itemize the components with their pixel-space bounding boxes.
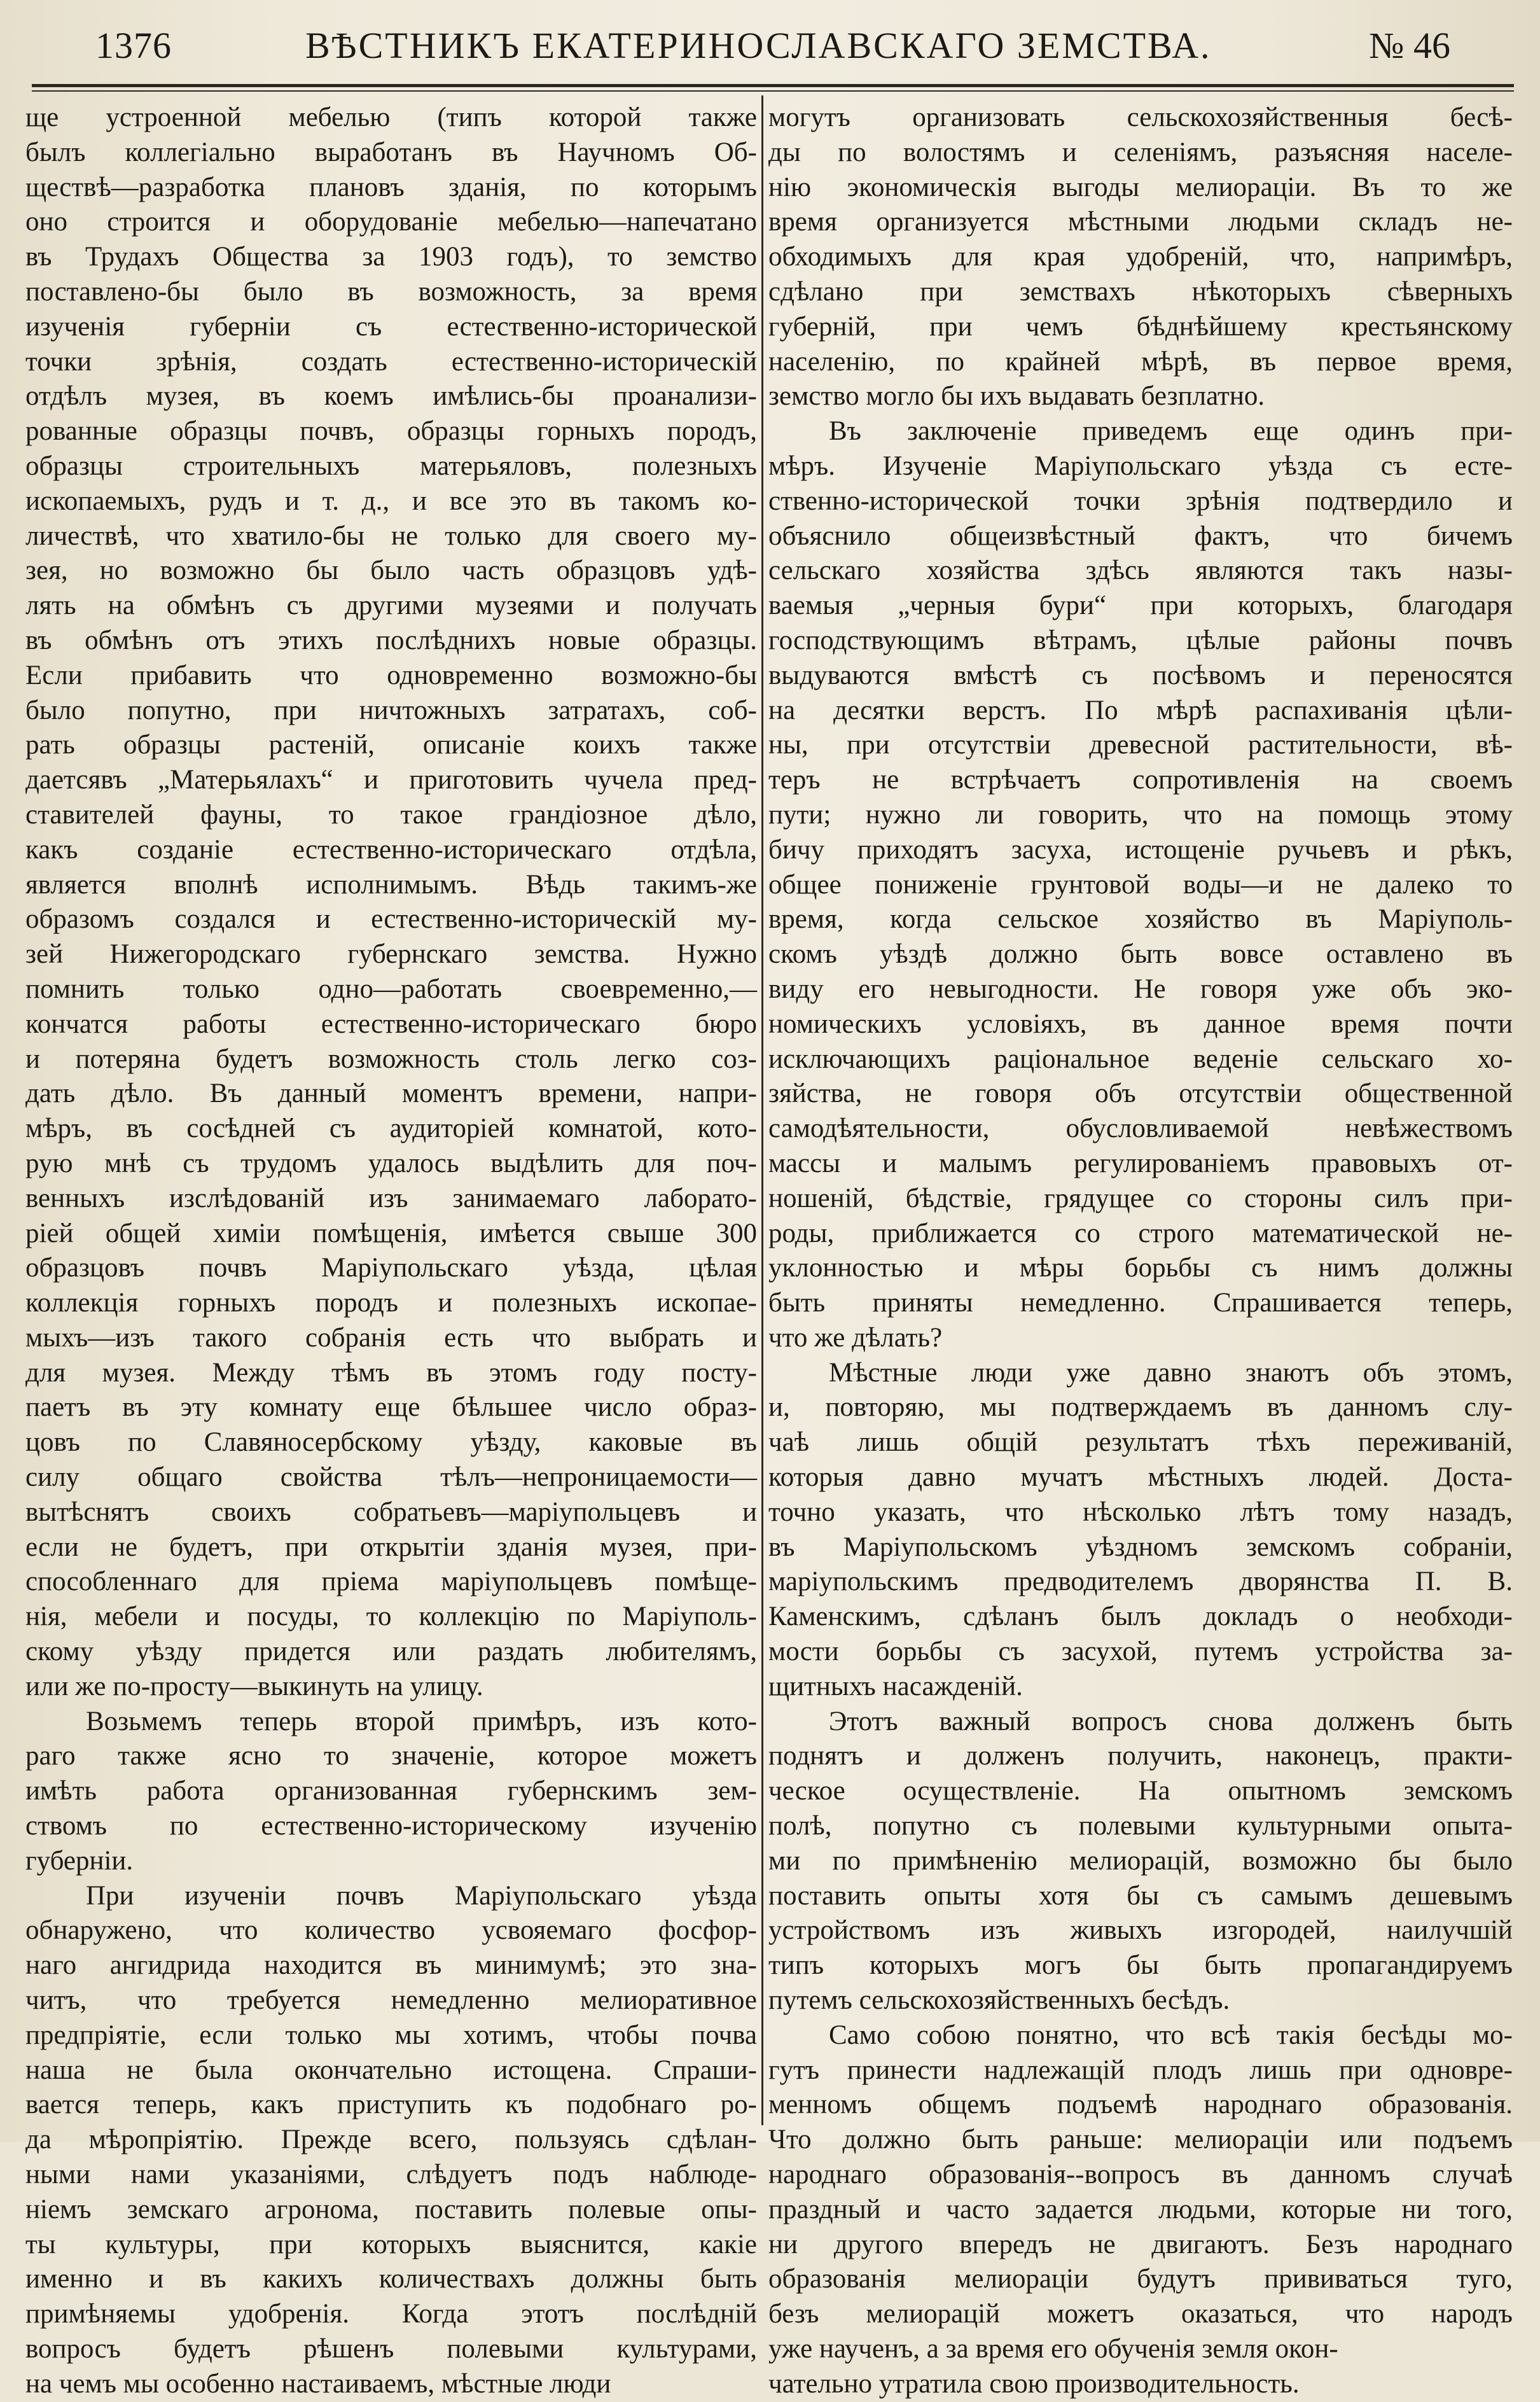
text-line: общее пониженіе грунтовой воды—и не далеко то xyxy=(768,869,1513,900)
text-line: Этотъ важный вопросъ снова долженъ быть xyxy=(829,1706,1513,1736)
text-line: изученія губерніи съ естественно-исторической xyxy=(25,311,757,342)
text-line: земство могло бы ихъ выдавать безплатно. xyxy=(768,381,1265,412)
text-line: на десятки верстъ. По мѣрѣ распахиванія цѣли- xyxy=(768,695,1513,725)
text-line: ствомъ по естественно-историческому изученію xyxy=(25,1811,757,1841)
text-line: путемъ сельскохозяйственныхъ бесѣдъ. xyxy=(768,1985,1230,2016)
text-line: мѣръ. Изученіе Маріупольскаго уѣзда съ есте- xyxy=(768,450,1513,481)
issue-number: № 46 xyxy=(1369,25,1450,66)
text-line: какъ созданіе естественно-историческаго отдѣла, xyxy=(25,834,757,865)
text-line: исключающихъ раціональное веденіе сельскаго хо- xyxy=(768,1044,1513,1074)
text-line: ты культуры, при которыхъ выяснится, какіе xyxy=(25,2229,757,2259)
text-line: ще устроенной мебелью (типъ которой также xyxy=(25,102,757,132)
text-line: пути; нужно ли говорить, что на помощь этому xyxy=(768,799,1513,830)
text-line: раго также ясно то значеніе, которое можетъ xyxy=(25,1741,757,1771)
text-line: вается теперь, какъ приступить къ подобнаго ро- xyxy=(25,2090,757,2120)
text-line: Мѣстные люди уже давно знаютъ объ этомъ, xyxy=(829,1357,1513,1388)
text-line: ніемъ земскаго агронома, поставить полевые опы- xyxy=(25,2194,757,2224)
text-line: точки зрѣнія, создать естественно-историческій xyxy=(25,346,757,377)
text-line: ческое осуществленіе. На опытномъ земскомъ xyxy=(768,1776,1513,1806)
text-line: для музея. Между тѣмъ въ этомъ году посту- xyxy=(25,1357,757,1388)
text-line: въ Трудахъ Общества за 1903 годъ), то земство xyxy=(25,242,757,272)
text-line: нія, мебели и посуды, то коллекцію по Маріуполь- xyxy=(25,1602,757,1632)
text-line: образцы строительныхъ матерьяловъ, полезныхъ xyxy=(25,450,757,481)
text-line: Каменскимъ, сдѣланъ былъ докладъ о необходи- xyxy=(768,1602,1513,1632)
text-line: способленнаго для пріема маріупольцевъ помѣще- xyxy=(25,1567,757,1597)
column-divider xyxy=(761,95,763,2125)
text-line: поставить опыты хотя бы съ самымъ дешевымъ xyxy=(768,1880,1513,1911)
text-line: господствующимъ вѣтрамъ, цѣлые районы почвъ xyxy=(768,625,1513,655)
text-line: даетсявъ „Матерьялахъ“ и приготовить чучела пред- xyxy=(25,765,757,795)
text-line: ваемыя „черныя бури“ при которыхъ, благодаря xyxy=(768,590,1513,621)
text-line: было попутно, при ничтожныхъ затратахъ, соб- xyxy=(25,695,757,725)
text-line: читъ, что требуется немедленно мелиоративное xyxy=(25,1985,757,2016)
text-line: именно и въ какихъ количествахъ должны быть xyxy=(25,2264,757,2294)
text-line: роды, приближается со строго математической не- xyxy=(768,1218,1513,1248)
text-line: имѣть работа организованная губернскимъ зем- xyxy=(25,1776,757,1806)
text-line: населенію, по крайней мѣрѣ, въ первое время, xyxy=(768,346,1513,377)
text-line: уже наученъ, а за время его обученія земля окон- xyxy=(768,2334,1338,2364)
text-line: бичу приходятъ засуха, истощеніе ручьевъ и рѣкъ, xyxy=(768,834,1513,865)
text-line: да мѣропріятію. Прежде всего, пользуясь сдѣлан- xyxy=(25,2125,757,2155)
text-line: былъ коллегіально выработанъ въ Научномъ Об- xyxy=(25,137,757,167)
text-line: предпріятіе, если только мы хотимъ, чтобы почва xyxy=(25,2020,757,2050)
text-line: При изученіи почвъ Маріупольскаго уѣзда xyxy=(86,1880,757,1911)
text-line: сдѣлано при земствахъ нѣкоторыхъ сѣверныхъ xyxy=(768,276,1513,307)
text-line: и потеряна будетъ возможность столь легко соз- xyxy=(25,1044,757,1074)
text-line: личествѣ, что хватило-бы не только для своего му- xyxy=(25,520,757,551)
text-line: обходимыхъ для края удобреній, что, напримѣръ, xyxy=(768,242,1513,272)
left-text-column xyxy=(25,101,757,2399)
text-line: самодѣятельности, обусловливаемой невѣжествомъ xyxy=(768,1114,1513,1144)
text-line: типъ которыхъ могъ бы быть пропагандируемъ xyxy=(768,1950,1513,1981)
text-line: праздный и часто задается людьми, которые ни того, xyxy=(768,2194,1513,2224)
text-line: рать образцы растеній, описаніе коихъ также xyxy=(25,730,757,760)
text-line: щитныхъ насажденій. xyxy=(768,1671,1023,1701)
text-line: выдуваются вмѣстѣ съ посѣвомъ и переносятся xyxy=(768,660,1513,690)
text-line: чаѣ лишь общій результатъ тѣхъ переживаній, xyxy=(768,1427,1513,1458)
text-line: нію экономическія выгоды мелиораціи. Въ то же xyxy=(768,172,1513,202)
publication-title: ВѢСТНИКЪ ЕКАТЕРИНОСЛАВСКАГО ЗЕМСТВА. xyxy=(305,25,1212,66)
text-line: является вполнѣ исполнимымъ. Вѣдь такимъ-же xyxy=(25,869,757,900)
text-line: если не будетъ, при открытіи зданія музея, при- xyxy=(25,1532,757,1562)
text-line: мыхъ—изъ такого собранія есть что выбрать и xyxy=(25,1322,757,1353)
text-line: виду его невыгодности. Не говоря уже объ эко- xyxy=(768,974,1513,1004)
text-line: полѣ, попутно съ полевыми культурными опыта- xyxy=(768,1811,1513,1841)
text-line: ществѣ—разработка плановъ зданія, по которымъ xyxy=(25,172,757,202)
text-line: образцовъ почвъ Маріупольскаго уѣзда, цѣлая xyxy=(25,1253,757,1283)
text-line: маріупольскимъ предводителемъ дворянства П. В. xyxy=(768,1567,1513,1597)
text-line: мости борьбы съ засухой, путемъ устройства за- xyxy=(768,1637,1513,1667)
text-line: зей Нижегородскаго губернскаго земства. Нужно xyxy=(25,939,757,970)
text-line: помнить только одно—работать своевременно,— xyxy=(25,974,757,1004)
text-line: устройствомъ изъ живыхъ изгородей, наилучшій xyxy=(768,1915,1513,1946)
text-line: ными нами указаніями, слѣдуетъ подъ наблюде- xyxy=(25,2160,757,2190)
text-line: номическихъ условіяхъ, въ данное время почти xyxy=(768,1009,1513,1039)
text-line: кончатся работы естественно-историческаго бюро xyxy=(25,1009,757,1039)
text-line: вытѣснятъ своихъ собратьевъ—маріупольцевъ и xyxy=(25,1497,757,1527)
text-line: цовъ по Славяносербскому уѣзду, каковые въ xyxy=(25,1427,757,1458)
right-text-column xyxy=(768,101,1513,2399)
text-line: могутъ организовать сельскохозяйственныя бесѣ- xyxy=(768,102,1513,132)
text-line: время организуется мѣстными людьми складъ не- xyxy=(768,207,1513,237)
text-line: губерній, при чемъ бѣднѣйшему крестьянскому xyxy=(768,311,1513,342)
text-line: ношеній, бѣдствіе, грядущее со стороны силъ при- xyxy=(768,1183,1513,1213)
text-line: ственно-исторической точки зрѣнія подтвердило и xyxy=(768,485,1513,516)
text-line: которыя давно мучатъ мѣстныхъ людей. Доста- xyxy=(768,1462,1513,1493)
text-line: и, повторяю, мы подтверждаемъ въ данномъ слу- xyxy=(768,1392,1513,1423)
text-line: обнаружено, что количество усвояемаго фосфор- xyxy=(25,1915,757,1946)
header-rule-thin xyxy=(32,90,1514,92)
text-line: лять на обмѣнъ съ другими музеями и получать xyxy=(25,590,757,621)
text-line: ископаемыхъ, рудъ и т. д., и все это въ такомъ ко- xyxy=(25,485,757,516)
text-line: что же дѣлать? xyxy=(768,1322,943,1353)
text-line: ми по примѣненію мелиорацій, возможно бы было xyxy=(768,1845,1513,1876)
text-line: оно строится и оборудованіе мебелью—напечатано xyxy=(25,207,757,237)
text-line: образованія мелиораціи будутъ прививаться туго, xyxy=(768,2264,1513,2294)
text-line: зяйства, не говоря объ отсутствіи общественной xyxy=(768,1079,1513,1109)
text-line: Что должно быть раньше: мелиораціи или подъемъ xyxy=(768,2125,1513,2155)
text-line: примѣняемы удобренія. Когда этотъ послѣдній xyxy=(25,2299,757,2329)
header-rule xyxy=(32,84,1514,87)
text-line: чательно утратила свою производительность. xyxy=(768,2368,1300,2399)
text-line: народнаго образованія--вопросъ въ данномъ случаѣ xyxy=(768,2160,1513,2190)
text-line: объяснило общеизвѣстный фактъ, что бичемъ xyxy=(768,520,1513,551)
text-line: менномъ общемъ подъемѣ народнаго образованія. xyxy=(768,2090,1513,2120)
text-line: силу общаго свойства тѣлъ—непроницаемости— xyxy=(25,1462,757,1493)
text-line: наша не была окончательно истощена. Спраши- xyxy=(25,2055,757,2085)
text-line: въ Маріупольскомъ уѣздномъ земскомъ собраніи, xyxy=(768,1532,1513,1562)
text-line: теръ не встрѣчаетъ сопротивленія на своемъ xyxy=(768,765,1513,795)
text-line: ріей общей химіи помѣщенія, имѣется свыше 300 xyxy=(25,1218,757,1248)
text-line: рую мнѣ съ трудомъ удалось выдѣлить для поч- xyxy=(25,1148,757,1178)
text-line: на чемъ мы особенно настаиваемъ, мѣстные люди xyxy=(25,2368,611,2399)
text-line: отдѣлъ музея, въ коемъ имѣлись-бы проанализи- xyxy=(25,381,757,412)
text-line: уклонностью и мѣры борьбы съ нимъ должны xyxy=(768,1253,1513,1283)
text-line: ставителей фауны, то такое грандіозное дѣло, xyxy=(25,799,757,830)
text-line: паетъ въ эту комнату еще бѣльшее число образ- xyxy=(25,1392,757,1423)
page-number: 1376 xyxy=(95,25,172,66)
text-line: время, когда сельское хозяйство въ Маріуполь- xyxy=(768,904,1513,935)
text-line: массы и малымъ регулированіемъ правовыхъ от- xyxy=(768,1148,1513,1178)
text-line: поднятъ и долженъ получить, наконецъ, практи- xyxy=(768,1741,1513,1771)
text-line: Если прибавить что одновременно возможно-бы xyxy=(25,660,757,690)
text-line: губерніи. xyxy=(25,1845,134,1876)
text-line: зея, но возможно бы было часть образцовъ удѣ- xyxy=(25,555,757,586)
text-line: безъ мелиорацій можетъ оказаться, что народъ xyxy=(768,2299,1513,2329)
text-line: ды по волостямъ и селеніямъ, разъясняя населе- xyxy=(768,137,1513,167)
text-line: венныхъ изслѣдованій изъ занимаемаго лаборато- xyxy=(25,1183,757,1213)
text-line: сельскаго хозяйства здѣсь являются такъ назы- xyxy=(768,555,1513,586)
text-line: или же по-просту—выкинуть на улицу. xyxy=(25,1671,483,1701)
text-line: быть приняты немедленно. Спрашивается теперь, xyxy=(768,1288,1513,1318)
text-line: скомъ уѣздѣ должно быть вовсе оставлено въ xyxy=(768,939,1513,970)
text-line: точно указать, что нѣсколько лѣтъ тому назадъ, xyxy=(768,1497,1513,1527)
text-line: коллекція горныхъ породъ и полезныхъ ископае- xyxy=(25,1288,757,1318)
text-line: въ обмѣнъ отъ этихъ послѣднихъ новые образцы. xyxy=(25,625,757,655)
text-line: Въ заключеніе приведемъ еще одинъ при- xyxy=(829,416,1513,447)
text-line: гутъ принести надлежащій плодъ лишь при одновре- xyxy=(768,2055,1513,2085)
text-line: образомъ создался и естественно-историческій му- xyxy=(25,904,757,935)
text-line: наго ангидрида находится въ минимумѣ; это зна- xyxy=(25,1950,757,1981)
text-line: мѣръ, въ сосѣдней съ аудиторіей комнатой, кото- xyxy=(25,1114,757,1144)
text-line: вопросъ будетъ рѣшенъ полевыми культурами, xyxy=(25,2334,757,2364)
text-line: ни другого впередъ не двигаютъ. Безъ народнаго xyxy=(768,2229,1513,2259)
text-line: Возьмемъ теперь второй примѣръ, изъ кото- xyxy=(86,1706,757,1736)
text-line: поставлено-бы было въ возможность, за время xyxy=(25,276,757,307)
text-line: Само собою понятно, что всѣ такія бесѣды мо- xyxy=(829,2020,1513,2050)
text-line: ны, при отсутствіи древесной растительности, вѣ- xyxy=(768,730,1513,760)
text-line: скому уѣзду придется или раздать любителямъ, xyxy=(25,1637,757,1667)
page-header xyxy=(95,19,1450,70)
text-line: рованные образцы почвъ, образцы горныхъ породъ, xyxy=(25,416,757,447)
text-line: дать дѣло. Въ данный моментъ времени, напри- xyxy=(25,1079,757,1109)
